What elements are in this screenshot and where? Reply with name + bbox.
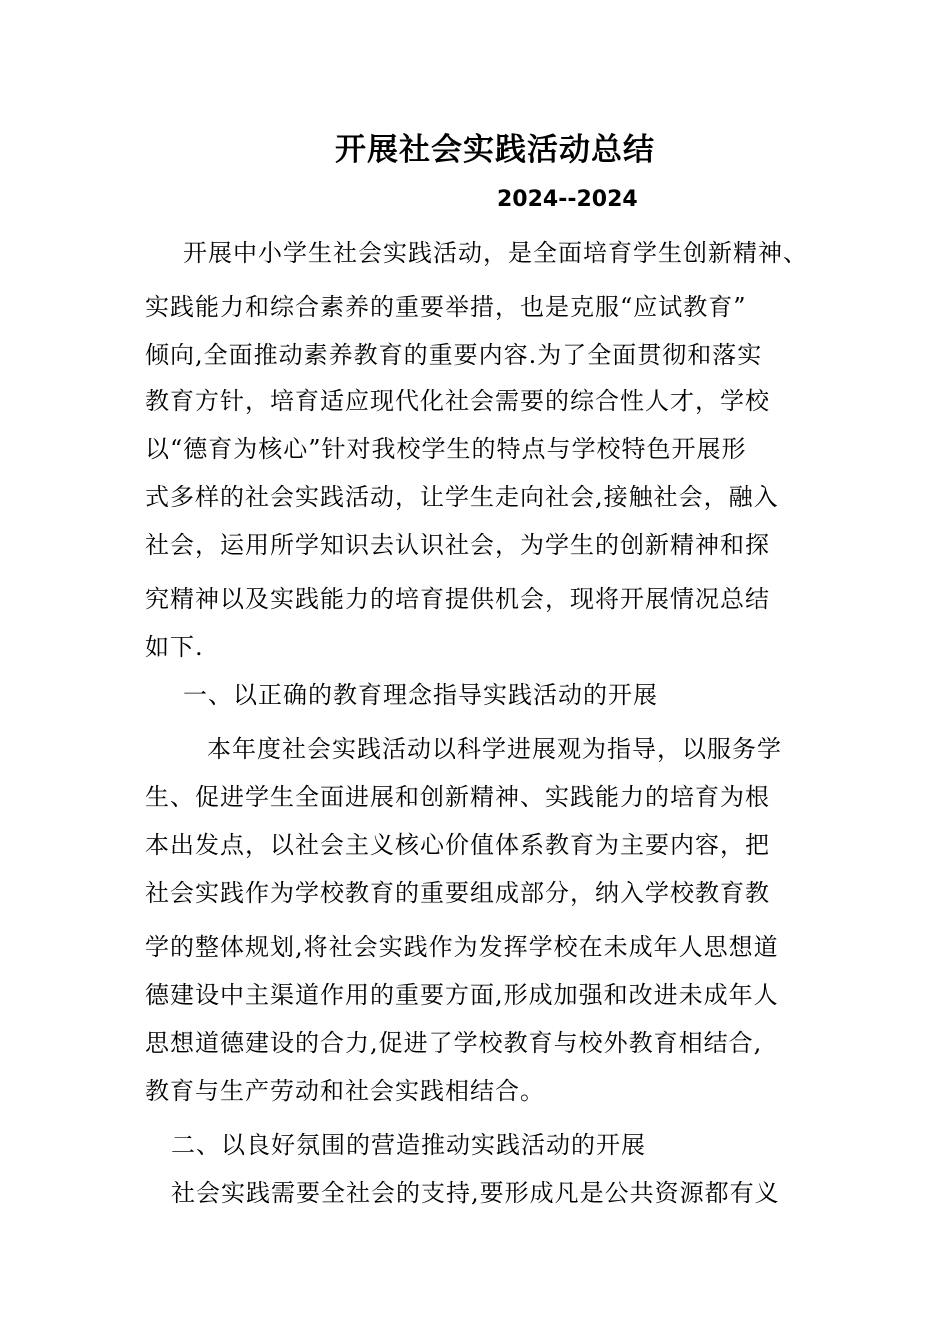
paragraph-line: 社会，运用所学知识去认识社会，为学生的创新精神和探 [145,531,770,559]
paragraph-line: 思想道德建设的合力,促进了学校教育与校外教育相结合, [145,1029,763,1057]
paragraph-line: 究精神以及实践能力的培育提供机会，现将开展情况总结 [145,585,770,613]
paragraph-line: 社会实践需要全社会的支持,要形成凡是公共资源都有义 [171,1179,780,1207]
paragraph-line: 式多样的社会实践活动，让学生走向社会,接触社会，融入 [145,483,779,511]
section-heading: 二、以良好氛围的营造推动实践活动的开展 [171,1131,646,1159]
document-title: 开展社会实践活动总结 [335,132,655,168]
paragraph-line: 学的整体规划,将社会实践作为发挥学校在未成年人思想道 [145,933,779,961]
paragraph-line: 教育与生产劳动和社会实践相结合。 [145,1077,545,1105]
document-year-range: 2024--2024 [497,187,638,212]
paragraph-line: 以“德育为核心”针对我校学生的特点与学校特色开展形 [145,435,747,463]
paragraph-line: 本年度社会实践活动以科学进展观为指导，以服务学 [207,735,782,763]
paragraph-line: 德建设中主渠道作用的重要方面,形成加强和改进未成年人 [145,981,779,1009]
paragraph-line: 生、促进学生全面进展和创新精神、实践能力的培育为根 [145,783,770,811]
section-heading: 一、以正确的教育理念指导实践活动的开展 [183,681,658,709]
paragraph-line: 教育方针，培育适应现代化社会需要的综合性人才，学校 [145,387,770,415]
paragraph-line: 本出发点，以社会主义核心价值体系教育为主要内容，把 [145,831,770,859]
paragraph-line: 倾向,全面推动素养教育的重要内容.为了全面贯彻和落实 [145,341,763,369]
paragraph-line: 如下. [145,633,204,661]
paragraph-line: 开展中小学生社会实践活动，是全面培育学生创新精神、 [183,239,808,267]
paragraph-line: 实践能力和综合素养的重要举措，也是克服“应试教育” [145,293,747,321]
paragraph-line: 社会实践作为学校教育的重要组成部分，纳入学校教育教 [145,879,770,907]
